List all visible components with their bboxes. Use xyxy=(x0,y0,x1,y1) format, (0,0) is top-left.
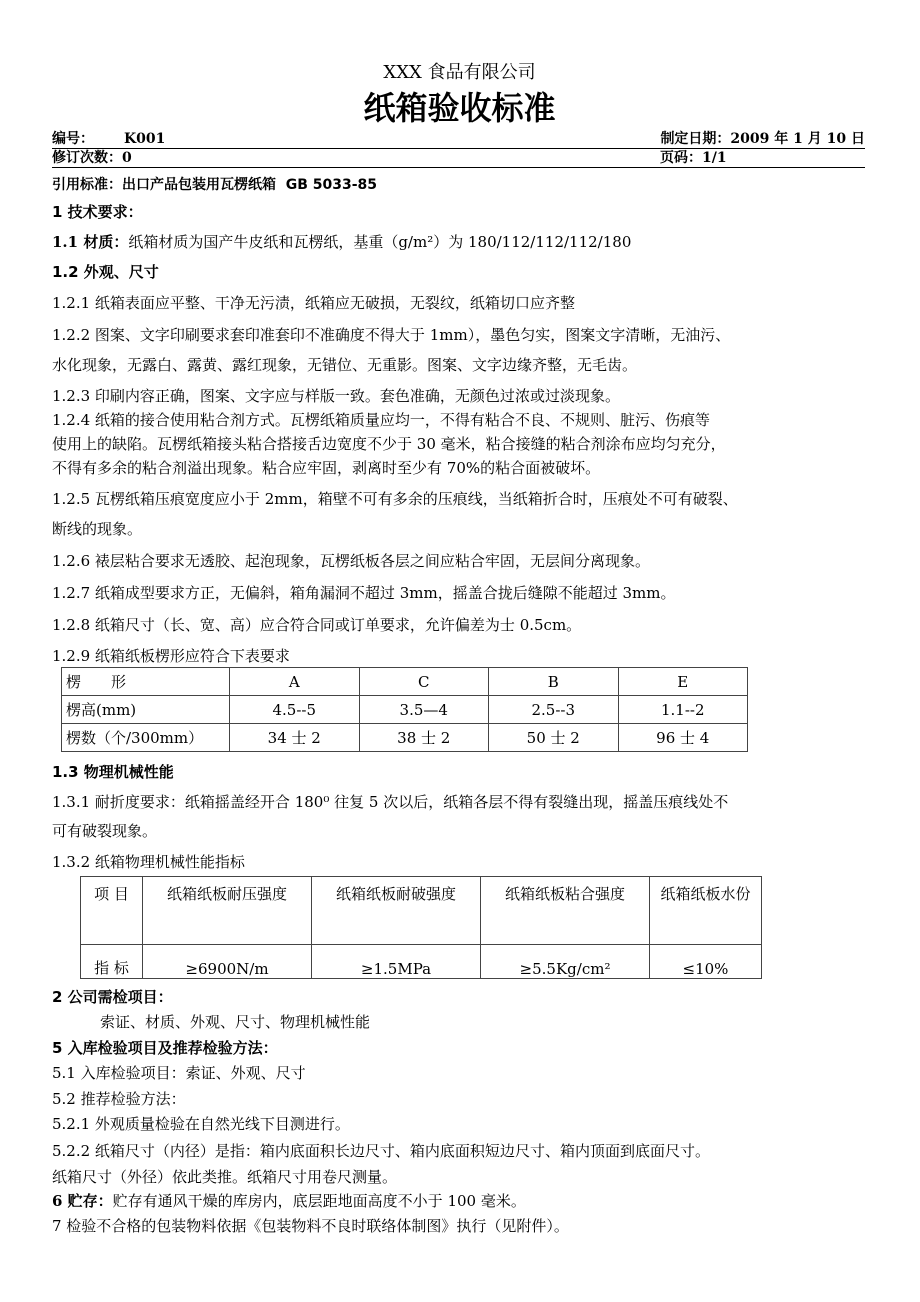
section-7: 7 检验不合格的包装物料依据《包装物料不良时联络体制图》执行（见附件）。 xyxy=(52,1217,569,1235)
label: 1.1 材质： xyxy=(52,233,129,251)
performance-table xyxy=(80,876,762,979)
cell: 38 士 2 xyxy=(359,724,489,752)
section-1-2-6: 1.2.6 裱层粘合要求无透胶、起泡现象，瓦楞纸板各层之间应粘合牢固，无层间分离现象。 xyxy=(52,552,650,570)
cell: 2.5--3 xyxy=(489,696,619,724)
section-5-2-1: 5.2.1 外观质量检验在自然光线下目测进行。 xyxy=(52,1115,350,1133)
section-5-2-2-line1: 5.2.2 纸箱尺寸（内径）是指：箱内底面积长边尺寸、箱内底面积短边尺寸、箱内顶面到底面尺寸。 xyxy=(52,1142,710,1160)
text: 纸箱材质为国产牛皮纸和瓦楞纸，基重（g/m²）为 180/112/112/112/180 xyxy=(128,233,632,251)
section-1-2-2-line2: 水化现象，无露白、露黄、露红现象，无错位、无重影。图案、文字边缘齐整，无毛齿。 xyxy=(52,356,638,374)
cell: ≤10% xyxy=(650,945,762,979)
cell: C xyxy=(359,668,489,696)
reference-label: 引用标准： xyxy=(52,177,122,193)
header-cell: 纸箱纸板耐破强度 xyxy=(312,877,481,945)
section-6 xyxy=(52,1191,867,1211)
cell: 4.5--5 xyxy=(230,696,360,724)
reference-text: 出口产品包装用瓦楞纸箱 xyxy=(122,177,276,193)
reference-std: GB 5033-85 xyxy=(285,177,378,193)
section-1-2-4-line1: 1.2.4 纸箱的接合使用粘合剂方式。瓦楞纸箱质量应均一，不得有粘合不良、不规则、脏污、伤痕等 xyxy=(52,411,710,429)
date: 制定日期：2009 年 1 月 10 日 xyxy=(660,131,865,147)
cell: 楞高(mm) xyxy=(62,696,230,724)
cell: 3.5—4 xyxy=(359,696,489,724)
section-5: 5 入库检验项目及推荐检验方法： xyxy=(52,1039,278,1057)
section-1-3-1-line1: 1.3.1 耐折度要求：纸箱摇盖经开合 180⁰ 往复 5 次以后，纸箱各层不得有裂缝出现，摇盖压痕线处不 xyxy=(52,793,729,811)
meta-row-2 xyxy=(52,149,865,168)
page-number: 页码：1/1 xyxy=(660,150,727,166)
section-5-2-2-line2: 纸箱尺寸（外径）依此类推。纸箱尺寸用卷尺测量。 xyxy=(52,1168,398,1186)
section-2-text: 索证、材质、外观、尺寸、物理机械性能 xyxy=(100,1013,371,1031)
cell: 96 士 4 xyxy=(618,724,748,752)
header-cell: 纸箱纸板粘合强度 xyxy=(481,877,650,945)
cell: 楞 形 xyxy=(62,668,230,696)
section-1-3-1-line2: 可有破裂现象。 xyxy=(52,822,158,840)
header-cell: 纸箱纸板水份 xyxy=(650,877,762,945)
section-1-3: 1.3 物理机械性能 xyxy=(52,763,174,781)
section-1-2: 1.2 外观、尺寸 xyxy=(52,263,159,281)
section-1-2-4-line2: 使用上的缺陷。瓦楞纸箱接头粘合搭接舌边宽度不少于 30 毫米，粘合接缝的粘合剂涂布应均匀充分， xyxy=(52,435,726,453)
reference xyxy=(52,175,867,195)
cell: ≥5.5Kg/cm² xyxy=(481,945,650,979)
table-row xyxy=(62,696,748,724)
header-cell: 项 目 xyxy=(81,877,143,945)
label: 6 贮存： xyxy=(52,1192,113,1210)
section-1-2-8: 1.2.8 纸箱尺寸（长、宽、高）应合符合同或订单要求，允许偏差为士 0.5cm。 xyxy=(52,616,582,634)
section-5-1: 5.1 入库检验项目：索证、外观、尺寸 xyxy=(52,1064,306,1082)
flute-table xyxy=(61,667,748,752)
section-1-1 xyxy=(52,232,867,252)
cell: ≥6900N/m xyxy=(143,945,312,979)
cell: 1.1--2 xyxy=(618,696,748,724)
doc-title: 纸箱验收标准 xyxy=(363,89,556,127)
table-row xyxy=(81,945,762,979)
meta-row-1 xyxy=(52,130,865,149)
cell: ≥1.5MPa xyxy=(312,945,481,979)
company-name: XXX 食品有限公司 xyxy=(383,62,536,83)
code-value: K001 xyxy=(124,131,166,147)
section-1: 1 技术要求： xyxy=(52,203,143,221)
cell: E xyxy=(618,668,748,696)
section-1-2-5-line2: 断线的现象。 xyxy=(52,520,143,538)
text: 贮存有通风干燥的库房内，底层距地面高度不小于 100 毫米。 xyxy=(112,1192,526,1210)
cell: 指 标 xyxy=(81,945,143,979)
cell: A xyxy=(230,668,360,696)
section-1-2-2-line1: 1.2.2 图案、文字印刷要求套印准套印不准确度不得大于 1mm），墨色匀实，图案文字清晰，无油污、 xyxy=(52,326,731,344)
cell: 34 士 2 xyxy=(230,724,360,752)
header-cell: 纸箱纸板耐压强度 xyxy=(143,877,312,945)
cell: 楞数（个/300mm） xyxy=(62,724,230,752)
section-1-2-4-line3: 不得有多余的粘合剂溢出现象。粘合应牢固，剥离时至少有 70%的粘合面被破坏。 xyxy=(52,459,601,477)
table-row xyxy=(62,724,748,752)
section-2: 2 公司需检项目： xyxy=(52,988,173,1006)
section-5-2: 5.2 推荐检验方法： xyxy=(52,1090,186,1108)
section-1-3-2: 1.3.2 纸箱物理机械性能指标 xyxy=(52,853,245,871)
section-1-2-5-line1: 1.2.5 瓦楞纸箱压痕宽度应小于 2mm，箱壁不可有多余的压痕线，当纸箱折合时，压痕处不可有破裂、 xyxy=(52,490,738,508)
cell: B xyxy=(489,668,619,696)
section-1-2-1: 1.2.1 纸箱表面应平整、干净无污渍，纸箱应无破损，无裂纹，纸箱切口应齐整 xyxy=(52,294,575,312)
table-header-row xyxy=(81,877,762,945)
revision: 修订次数：0 xyxy=(52,150,132,166)
code-label: 编号： xyxy=(52,131,94,147)
section-1-2-3: 1.2.3 印刷内容正确，图案、文字应与样版一致。套色准确，无颜色过浓或过淡现象。 xyxy=(52,387,620,405)
table-row xyxy=(62,668,748,696)
cell: 50 士 2 xyxy=(489,724,619,752)
section-1-2-7: 1.2.7 纸箱成型要求方正，无偏斜，箱角漏洞不超过 3mm，摇盖合拢后缝隙不能超过 3mm。 xyxy=(52,584,676,602)
section-1-2-9: 1.2.9 纸箱纸板楞形应符合下表要求 xyxy=(52,647,290,665)
